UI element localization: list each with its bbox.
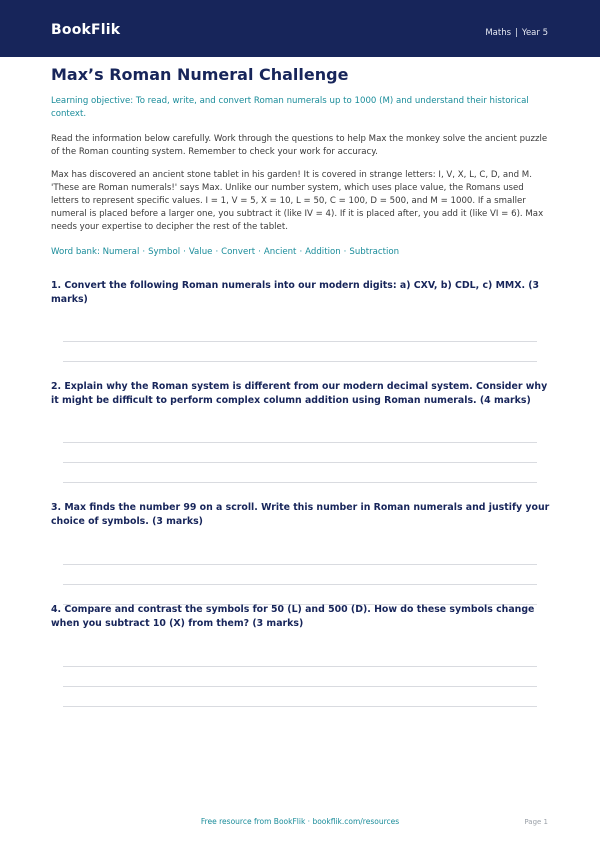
answer-line[interactable] [63,482,537,483]
question-2: 2. Explain why the Roman system is different from our modern decimal system. Consider why it might be difficult to perform complex column addition using Roman numerals. (4 marks) [51,381,548,406]
word-bank-separator: · [299,247,303,257]
brand-logo[interactable]: BookFlik [51,22,121,38]
page-header [0,0,600,57]
footer-credit-link[interactable]: Free resource from BookFlik · bookflik.com/resources [200,817,400,826]
answer-line[interactable] [63,666,537,667]
word-bank-item: Subtraction [349,247,400,257]
word-bank-item: Convert [221,247,256,257]
page-number: Page 1 [524,818,548,826]
question-1: 1. Convert the following Roman numerals into our modern digits: a) CXV, b) CDL, c) MMX. (3 marks) [51,280,540,305]
answer-line[interactable] [63,361,537,362]
learning-objective: Learning objective: To read, write, and convert Roman numerals up to 1000 (M) and understand their historical context. [51,96,529,119]
question-4: 4. Compare and contrast the symbols for 50 (L) and 500 (D). How do these symbols change when you subtract 10 (X) from them? (3 marks) [51,604,535,629]
page-title: Max’s Roman Numeral Challenge [51,65,349,84]
word-bank [51,247,399,257]
word-bank-separator: · [258,247,261,257]
intro-paragraph: Read the information below carefully. Work through the questions to help Max the monkey solve the ancient puzzle of the Roman counting system. Remember to check your work for accuracy. [51,134,548,157]
answer-line[interactable] [63,584,537,585]
answer-line[interactable] [63,462,537,463]
story-paragraph: Max has discovered an ancient stone tablet in his garden! It is covered in strange letters: I, V, X, L, C, D, and M. 'These are Roman numerals!' says Max. Unlike our number system, which uses place value, the Romans used letters to represent specific values. I = 1, V = 5, X = 10, L = 50, C = 100, D = 500, and M = 1000. If a smaller numeral is placed before a larger one, you subtract it (like IV = 4). If it is placed after, you add it (like VI = 6). Max needs your expertise to decipher the rest of the tablet. [51,170,544,232]
word-bank-item: Ancient [263,247,297,257]
word-bank-separator: · [142,247,146,257]
word-bank-separator: · [343,247,347,257]
word-bank-separator: · [183,247,186,257]
word-bank-separator: · [215,247,219,257]
answer-line[interactable] [63,686,537,687]
question-3: 3. Max finds the number 99 on a scroll. Write this number in Roman numerals and justify your choice of symbols. (3 marks) [51,502,550,527]
word-bank-item: Symbol [148,247,181,257]
answer-line[interactable] [63,442,537,443]
answer-line[interactable] [63,564,537,565]
word-bank-item: Addition [305,247,341,257]
year-label: Year 5 [521,28,548,38]
answer-line[interactable] [63,341,537,342]
header-meta [485,28,548,38]
subject-label: Maths [485,28,512,38]
word-bank-label: Word bank: [51,247,100,257]
meta-separator: | [515,28,518,38]
answer-line[interactable] [63,706,537,707]
word-bank-item: Numeral [102,247,140,257]
word-bank-item: Value [188,247,213,257]
